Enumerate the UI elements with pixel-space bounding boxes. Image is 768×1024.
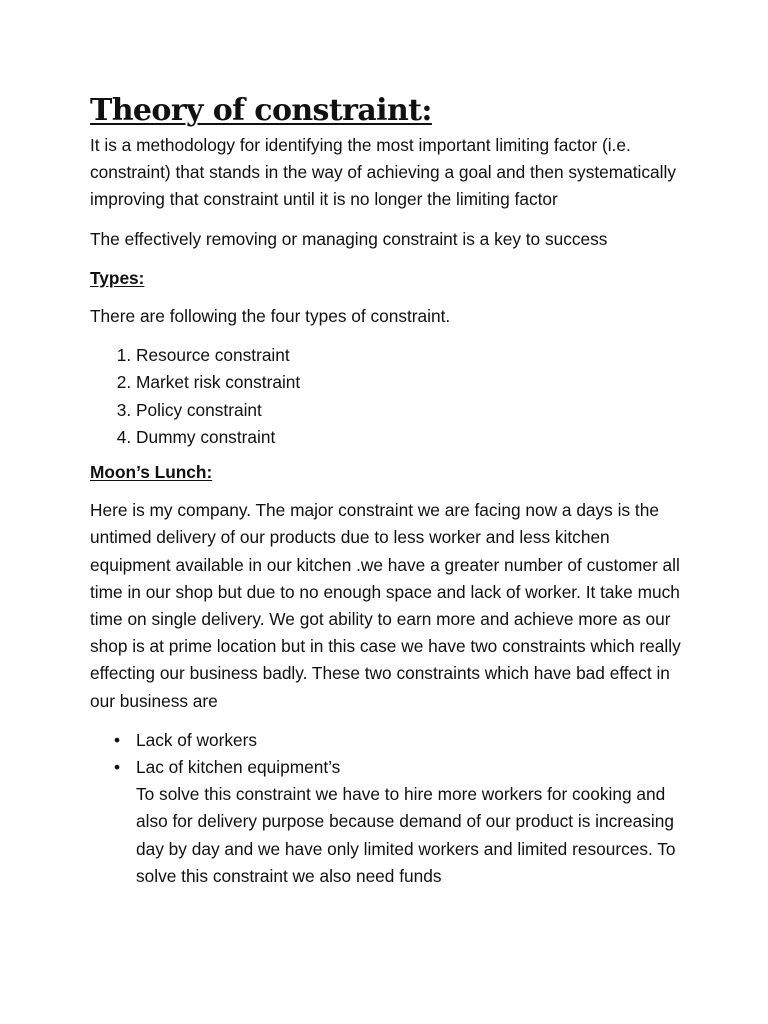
list-item <box>90 754 690 890</box>
document-title: Theory of constraint: <box>90 93 432 128</box>
list-item: 2. Market risk constraint <box>136 369 690 396</box>
constraints-list <box>90 727 690 890</box>
types-heading: Types: <box>90 267 145 288</box>
list-item: 4. Dummy constraint <box>136 424 690 451</box>
company-heading: Moon’s Lunch: <box>90 462 213 483</box>
bullet-icon: • <box>114 757 121 778</box>
key-line: The effectively removing or managing constraint is a key to success <box>90 228 608 249</box>
bullet-icon: • <box>114 729 121 750</box>
types-intro: There are following the four types of constraint. <box>90 306 451 327</box>
types-list <box>90 342 690 451</box>
list-item <box>90 727 690 754</box>
constraint-text: Lac of kitchen equipment’s <box>136 757 341 778</box>
company-paragraph: Here is my company. The major constraint we are facing now a days is the untimed delivery of our products due to less worker and less kitchen equipment available in our kitchen .we have a greater number of customer all time in our shop but due to no enough space and lack of worker. It take much time on single delivery. We got ability to earn more and achieve more as our shop is at prime location but in this case we have two constraints which really effecting our business badly. These two constraints which have bad effect in our business are <box>90 500 681 711</box>
intro-paragraph: It is a methodology for identifying the most important limiting factor (i.e. constraint) that stands in the way of achieving a goal and then systematically improving that constraint until it is no longer the limiting factor <box>90 135 676 210</box>
solution-paragraph: To solve this constraint we have to hire more workers for cooking and also for delivery purpose because demand of our product is increasing day by day and we have only limited workers and limited resources. To solve this constraint we also need funds <box>136 784 676 886</box>
list-item: 3. Policy constraint <box>136 397 690 424</box>
constraint-text: Lack of workers <box>136 729 258 750</box>
document-page <box>90 92 690 890</box>
list-item: 1. Resource constraint <box>136 342 690 369</box>
